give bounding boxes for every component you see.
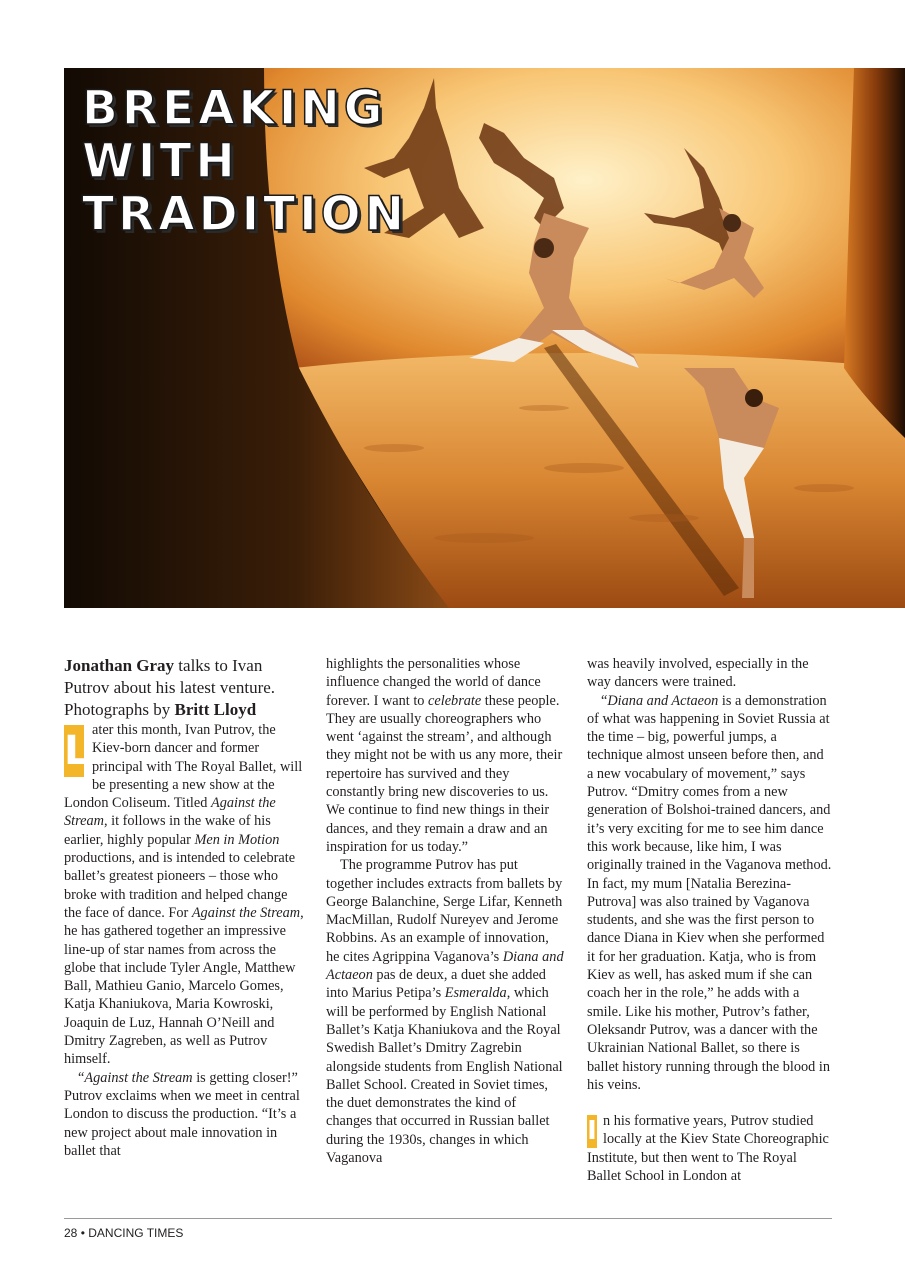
- body-text: these people. They are usually choreographers who went ‘against the stream’, and although they might not be with us any more, their repertoire has survived and they constantly bring new discoveries to us. We continue to find new things in their dances, and they remain a draw and an inspiration for us today.”: [326, 692, 563, 855]
- standfirst: [64, 655, 304, 699]
- body-paragraph: was heavily involved, especially in the way dancers were trained.: [587, 656, 809, 691]
- body-text: pas de deux, a duet she added into Marius Petipa’s: [326, 967, 546, 1002]
- body-paragraph: [587, 692, 832, 1095]
- ballet-title: Diana and Actaeon: [326, 948, 564, 984]
- body-paragraph: [326, 655, 564, 856]
- body-text: , he has gathered together an impressive line-up of star names from across the globe that include Tyler Angle, Matthew Ball, Mathieu Ganio, Marcelo Gomes, Katja Khaniukova, Maria Kowroski, Joaquin de Luz, Hannah O’Neill and Dmitry Zagreben, as well as Putrov himself.: [64, 904, 304, 1068]
- headline-line-2: WITH: [82, 134, 239, 189]
- body-text: productions, and is intended to celebrate ballet’s greatest pioneers – those who broke with tradition and helped change the face of dance. For: [64, 850, 296, 921]
- body-paragraph: [64, 1069, 304, 1160]
- body-paragraph: [64, 721, 304, 1069]
- body-text: is getting closer!” Putrov exclaims when we meet in central London to discuss the production. “It’s a new project about male innovation in ballet that: [64, 1069, 300, 1159]
- photo-credit-prefix: Photographs by: [64, 700, 175, 719]
- body-text: is a demonstration of what was happening in Soviet Russia at the time – big, powerful jumps, a technique almost unseen before then, and a new vocabulary of movement,” says Putrov. “Dmitry comes from a new generation of Bolshoi-trained dancers, and it’s very exciting for me to see him dance this work because, like him, I was originally trained in the Vaganova method. In fact, my mum [Natalia Berezina-Putrova] was also trained by Vaganova students, and she was the first person to dance Diana in Kiev when she performed it for her graduation. Katja, who is from Kiev as well, has asked mum if she can coach her in the role,” he adds with a smile. Like his mother, Putrov’s father, Oleksandr Putrov, was a dancer with the Ukrainian National Ballet, so there is ballet history running through the blood in his veins.: [587, 692, 832, 1093]
- article-column-1: [64, 655, 304, 1160]
- headline-line-1: BREAKING: [82, 81, 387, 136]
- magazine-name: DANCING TIMES: [88, 1226, 184, 1240]
- drop-cap: I: [587, 1116, 597, 1147]
- headline: [82, 82, 408, 241]
- body-text: “: [78, 1069, 85, 1086]
- footer-bullet: •: [80, 1226, 85, 1240]
- author-name: Jonathan Gray: [64, 656, 175, 675]
- page-footer: [64, 1226, 183, 1240]
- section-gap: [587, 1094, 832, 1112]
- show-title: Against the Stream: [84, 1069, 193, 1086]
- body-text: , which will be performed by English National Ballet’s Katja Khaniukova and the Royal Swedish Ballet’s Dmitry Zagrebin alongside students from English National Ballet School. Created in Soviet times, the duet demonstrates the kind of changes that occurred in Russian ballet during the 1930s, changes in which Vaganova: [326, 985, 563, 1167]
- article-column-2: [326, 655, 564, 1167]
- standfirst-text: talks to Ivan Putrov about his latest venture.: [64, 656, 276, 697]
- show-title: Men in Motion: [194, 831, 280, 848]
- article-column-3: [587, 655, 832, 1185]
- photographer-name: Britt Lloyd: [174, 700, 257, 719]
- body-text: ater this month, Ivan Putrov, the Kiev-born dancer and former principal with The Royal Ballet, will be presenting a new show at the London Coliseum. Titled: [64, 722, 303, 812]
- footer-rule: [64, 1218, 832, 1219]
- show-title: Against the Stream: [64, 795, 276, 830]
- body-text: The programme Putrov has put together includes extracts from ballets by George Balanchine, Serge Lifar, Kenneth MacMillan, Rudolf Nureyev and Jerome Robbins. As an example of innovation, he cites Agrippina Vaganova’s: [326, 857, 563, 965]
- photo-credit: [64, 699, 304, 721]
- ballet-title: Esmeralda: [444, 985, 507, 1002]
- page-number: 28: [64, 1226, 78, 1240]
- headline-line-3: TRADITION: [82, 187, 408, 242]
- ballet-title: Diana and Actaeon: [607, 692, 719, 709]
- body-text: , it follows in the wake of his earlier, highly popular: [64, 813, 271, 848]
- body-paragraph: [587, 1112, 832, 1185]
- body-text: “: [601, 692, 608, 709]
- body-paragraph: [326, 856, 564, 1167]
- emphasis: celebrate: [428, 692, 482, 709]
- body-text: n his formative years, Putrov studied locally at the Kiev State Choreographic Institute, but then went to The Royal Ballet School in London at: [587, 1113, 829, 1185]
- body-text: highlights the personalities whose influence changed the world of dance forever. I want to: [326, 656, 541, 709]
- drop-cap: L: [64, 725, 84, 777]
- show-title: Against the Stream: [191, 904, 301, 921]
